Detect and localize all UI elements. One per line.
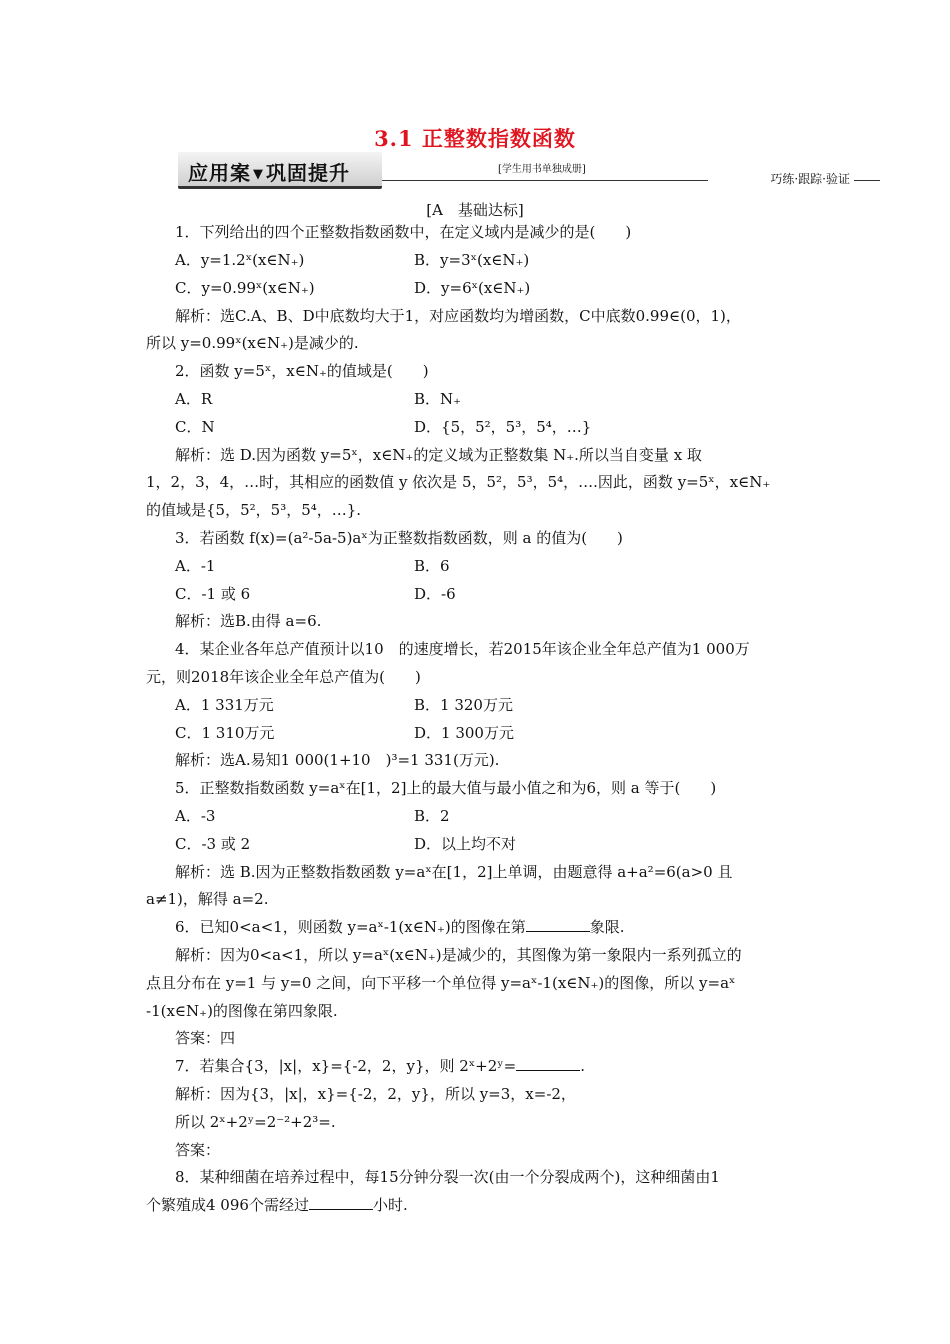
question-4-cont: 元，则2018年该企业全年总产值为( ) — [146, 668, 421, 686]
question-3: 3．若函数 f(x)=(a²-5a-5)aˣ为正整数指数函数，则 a 的值为( ) — [175, 529, 623, 547]
banner-tail-line — [854, 180, 880, 181]
question-1-solution-cont: 所以 y=0.99ˣ(x∈N₊)是减少的. — [146, 334, 359, 352]
question-3-option-d: D．-6 — [414, 585, 456, 603]
question-1-solution: 解析：选C.A、B、D中底数均大于1，对应函数均为增函数，C中底数0.99∈(0，1)， — [175, 307, 741, 325]
question-6-text: 6．已知0<a<1，则函数 y=aˣ-1(x∈N₊)的图像在第 — [175, 918, 526, 936]
question-2-solution-cont: 1，2，3，4，…时，其相应的函数值 y 依次是 5，5²，5³，5⁴，….因此，函数 y=5ˣ，x∈N₊ — [146, 473, 771, 491]
banner-divider — [382, 180, 708, 181]
question-6-solution-cont: 点且分布在 y=1 与 y=0 之间，向下平移一个单位得 y=aˣ-1(x∈N₊)的图像，所以 y=aˣ — [146, 974, 736, 992]
answer-blank — [309, 1195, 373, 1210]
banner-heading — [188, 157, 350, 186]
question-7-solution: 解析：因为{3，|x|，x}={-2，2，y}，所以 y=3，x=-2， — [175, 1085, 576, 1103]
question-5-option-d: D．以上均不对 — [414, 835, 517, 853]
question-5-solution: 解析：选 B.因为正整数指数函数 y=aˣ在[1，2]上单调，由题意得 a+a²=6(a>0 且 — [175, 863, 733, 881]
banner-right-text: 巩固提升 — [266, 161, 350, 185]
question-6-text-end: 象限. — [589, 918, 625, 936]
question-2-option-a: A．R — [175, 390, 213, 408]
banner-note: [学生用书单独成册] — [498, 164, 586, 175]
question-4-option-d: D．1 300万元 — [414, 724, 514, 742]
question-8: 8．某种细菌在培养过程中，每15分钟分裂一次(由一个分裂成两个)，这种细菌由1 — [175, 1168, 720, 1186]
section-heading: [A 基础达标] — [426, 201, 524, 219]
question-2-option-c: C．N — [175, 418, 215, 436]
question-2: 2．函数 y=5ˣ，x∈N₊的值域是( ) — [175, 362, 429, 380]
answer-blank — [526, 917, 590, 932]
question-7-text: 7．若集合{3，|x|，x}={-2，2，y}，则 2ˣ+2ʸ= — [175, 1057, 517, 1075]
answer-blank — [516, 1056, 580, 1071]
question-6-solution-cont-2: -1(x∈N₊)的图像在第四象限. — [146, 1002, 338, 1020]
question-7-text-end: . — [580, 1057, 585, 1075]
question-5-option-a: A．-3 — [175, 807, 216, 825]
banner-tagline: 巧练·跟踪·验证 — [770, 172, 850, 186]
question-4-option-b: B．1 320万元 — [414, 696, 513, 714]
question-2-option-b: B．N₊ — [414, 390, 462, 408]
banner-box — [178, 152, 382, 189]
question-2-solution-cont-2: 的值域是{5，5²，5³，5⁴，…}. — [146, 501, 362, 519]
question-5-option-c: C．-3 或 2 — [175, 835, 251, 853]
question-6 — [175, 916, 625, 938]
question-1-option-d: D．y=6ˣ(x∈N₊) — [414, 279, 531, 297]
question-6-answer: 答案：四 — [175, 1029, 236, 1047]
question-8-text-end: 小时. — [372, 1196, 408, 1214]
question-1: 1．下列给出的四个正整数指数函数中，在定义域内是减少的是( ) — [175, 223, 632, 241]
question-7 — [175, 1055, 585, 1077]
question-5-solution-cont: a≠1)，解得 a=2. — [146, 890, 269, 908]
question-7-solution-cont: 所以 2ˣ+2ʸ=2⁻²+2³=. — [175, 1113, 336, 1131]
question-7-answer: 答案： — [175, 1141, 221, 1159]
question-2-solution: 解析：选 D.因为函数 y=5ˣ，x∈N₊的定义域为正整数集 N₊.所以当自变量 x 取 — [175, 446, 702, 464]
question-3-option-b: B．6 — [414, 557, 450, 575]
question-6-solution: 解析：因为0<a<1，所以 y=aˣ(x∈N₊)是减少的，其图像为第一象限内一系列孤立的 — [175, 946, 742, 964]
question-8-text: 个繁殖成4 096个需经过 — [146, 1196, 309, 1214]
question-5-option-b: B．2 — [414, 807, 450, 825]
section-banner — [178, 150, 858, 192]
question-1-option-c: C．y=0.99ˣ(x∈N₊) — [175, 279, 315, 297]
question-3-solution: 解析：选B.由得 a=6. — [175, 612, 322, 630]
question-3-option-c: C．-1 或 6 — [175, 585, 251, 603]
question-8-cont — [146, 1194, 408, 1216]
question-4-option-a: A．1 331万元 — [175, 696, 274, 714]
page-title: 3.1 正整数指数函数 — [374, 126, 576, 151]
question-1-option-a: A．y=1.2ˣ(x∈N₊) — [175, 251, 305, 269]
question-5: 5．正整数指数函数 y=aˣ在[1，2]上的最大值与最小值之和为6，则 a 等于( ) — [175, 779, 717, 797]
question-1-option-b: B．y=3ˣ(x∈N₊) — [414, 251, 530, 269]
question-4-option-c: C．1 310万元 — [175, 724, 275, 742]
question-4-solution: 解析：选A.易知1 000(1+10 )³=1 331(万元). — [175, 751, 500, 769]
triangle-down-icon: ▼ — [253, 167, 264, 182]
question-3-option-a: A．-1 — [175, 557, 216, 575]
question-2-option-d: D．{5，5²，5³，5⁴，…} — [414, 418, 592, 436]
banner-left-text: 应用案 — [188, 161, 251, 185]
question-4: 4．某企业各年总产值预计以10 的速度增长，若2015年该企业全年总产值为1 000万 — [175, 640, 750, 658]
